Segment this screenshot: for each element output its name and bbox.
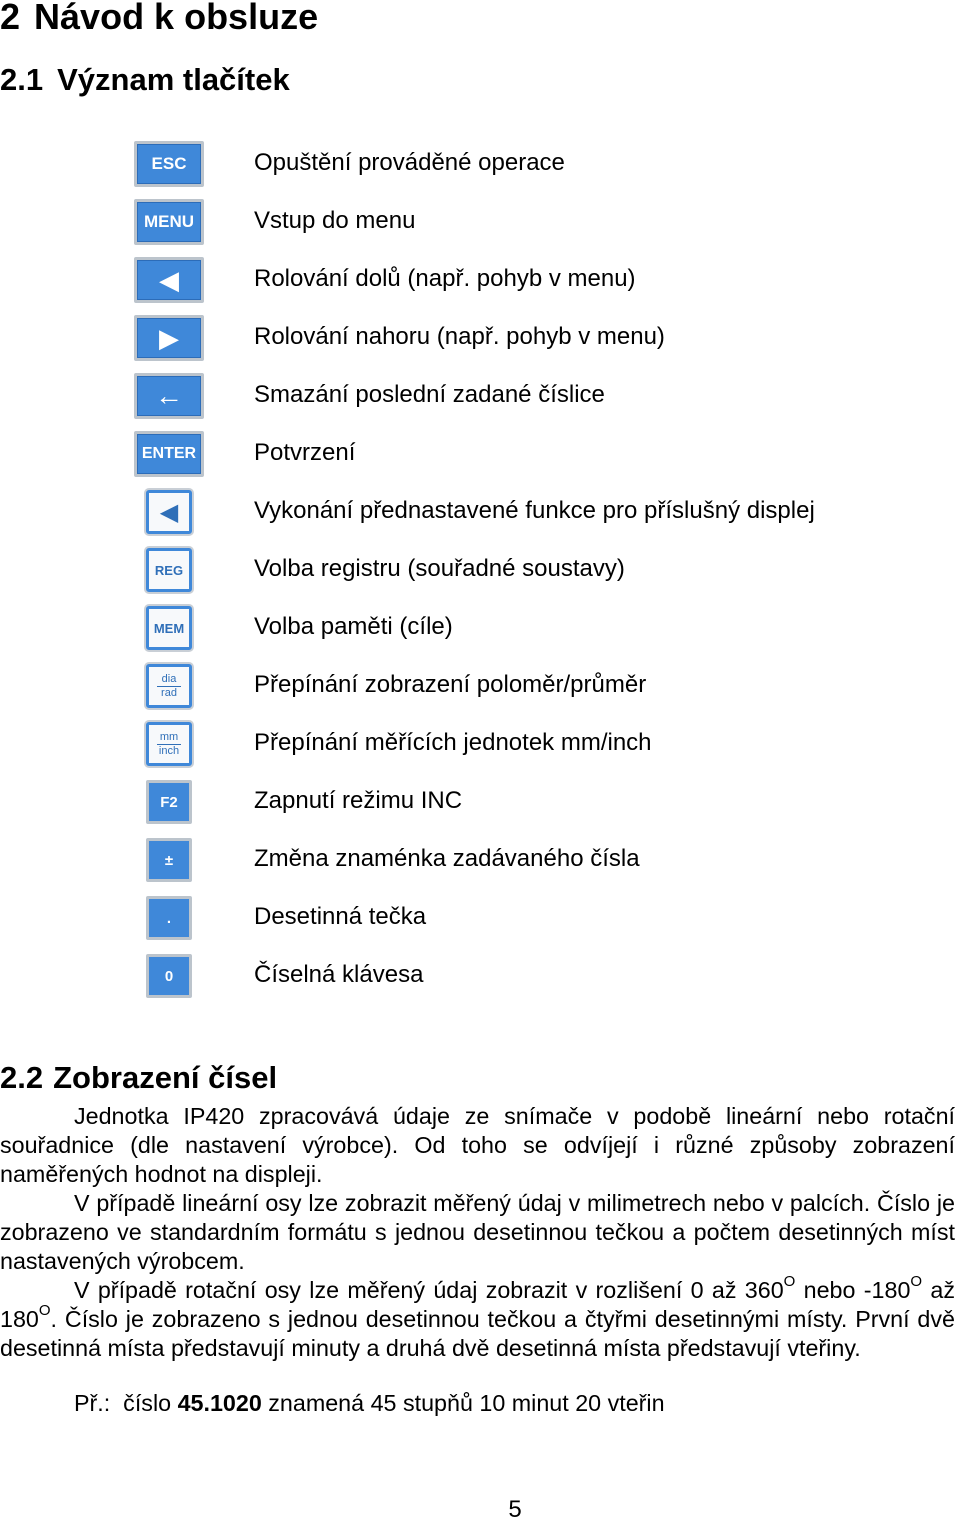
reg-key-icon: REG [146, 548, 192, 592]
key-description: Volba paměti (cíle) [254, 613, 453, 640]
paragraph-linear-axis [0, 1189, 955, 1276]
chapter-title: Návod k obsluze [34, 0, 319, 37]
digit-zero-key-icon: 0 [146, 954, 192, 998]
key-description: Přepínání měřících jednotek mm/inch [254, 729, 652, 756]
section-number: 2.2 [0, 1060, 44, 1095]
chapter-number: 2 [0, 0, 21, 37]
key-description: Vykonání přednastavené funkce pro příslušný displej [254, 497, 815, 524]
mm-inch-key-icon [146, 722, 192, 766]
section-title: Význam tlačítek [57, 62, 290, 97]
enter-key-icon: ENTER [134, 431, 204, 477]
paragraph-example [0, 1389, 955, 1418]
degree-sign: O [38, 1302, 51, 1319]
page-number: 5 [508, 1496, 522, 1523]
key-label-top: dia [161, 672, 177, 685]
key-row-reg [0, 547, 960, 597]
key-row-zero [0, 953, 960, 1003]
example-suffix: znamená 45 stupňů 10 minut 20 vteřin [261, 1390, 665, 1416]
key-description: Vstup do menu [254, 207, 416, 234]
key-label-top: mm [159, 730, 179, 743]
chapter-heading [0, 0, 318, 38]
key-description: Rolování nahoru (např. pohyb v menu) [254, 323, 665, 350]
example-value: 45.1020 [177, 1390, 262, 1416]
key-row-esc [0, 141, 960, 191]
decimal-point-key-icon: . [146, 896, 192, 940]
key-description: Opuštění prováděné operace [254, 149, 565, 176]
key-row-menu [0, 199, 960, 249]
paragraph-rotary-axis [0, 1273, 955, 1363]
key-label-bottom: rad [161, 686, 177, 699]
paragraph-text: V případě lineární osy lze zobrazit měřený údaj v milimetrech nebo v palcích. Číslo je zobrazeno ve standardním formátu s jednou desetinnou tečkou a počtem desetinných míst nastavených výrobcem. [0, 1190, 955, 1274]
key-description: Číselná klávesa [254, 961, 424, 988]
key-row-plusminus [0, 837, 960, 887]
key-description: Změna znaménka zadávaného čísla [254, 845, 640, 872]
key-row-f2 [0, 779, 960, 829]
key-description: Desetinná tečka [254, 903, 427, 930]
key-row-enter [0, 431, 960, 481]
key-row-right [0, 315, 960, 365]
key-row-softkey [0, 489, 960, 539]
softkey-arrow-icon: ◀ [146, 490, 192, 534]
key-row-mm-inch [0, 721, 960, 771]
key-description: Smazání poslední zadané číslice [254, 381, 605, 408]
key-description: Zapnutí režimu INC [254, 787, 463, 814]
paragraph-text: V případě rotační osy lze měřený údaj zobrazit v rozlišení 0 až 360 [74, 1277, 784, 1303]
key-description: Rolování dolů (např. pohyb v menu) [254, 265, 636, 292]
key-row-mem [0, 605, 960, 655]
section-number: 2.1 [0, 62, 44, 97]
key-row-dia-rad [0, 663, 960, 713]
degree-sign: O [783, 1273, 796, 1290]
key-row-decimal [0, 895, 960, 945]
key-description: Potvrzení [254, 439, 356, 466]
left-arrow-key-icon: ◀ [134, 257, 204, 303]
key-row-backspace [0, 373, 960, 423]
paragraph-text: až 180 [0, 1277, 955, 1332]
paragraph-units [0, 1102, 955, 1189]
menu-key-icon: MENU [134, 199, 204, 245]
degree-sign: O [910, 1273, 923, 1290]
paragraph-text: nebo -180 [795, 1277, 911, 1303]
key-description: Volba registru (souřadné soustavy) [254, 555, 625, 582]
key-row-left [0, 257, 960, 307]
section-title: Zobrazení čísel [53, 1060, 278, 1095]
f2-key-icon: F2 [146, 780, 192, 824]
section-heading-numbers [0, 1060, 277, 1096]
right-arrow-key-icon: ▶ [134, 315, 204, 361]
paragraph-text: . Číslo je zobrazeno s jednou desetinnou tečkou a čtyřmi desetinnými místy. První dvě desetinná místa představují minuty a druhá dvě desetinná místa představují vteřiny. [0, 1306, 955, 1361]
dia-rad-key-icon [146, 664, 192, 708]
plus-minus-key-icon: ± [146, 838, 192, 882]
backspace-key-icon: ← [134, 373, 204, 419]
paragraph-text: Jednotka IP420 zpracovává údaje ze snímače v podobě lineární nebo rotační souřadnice (dle nastavení výrobce). Od toho se odvíjejí i různé způsoby zobrazení naměřených hodnot na displeji. [0, 1103, 955, 1187]
mem-key-icon: MEM [146, 606, 192, 650]
key-description: Přepínání zobrazení poloměr/průměr [254, 671, 647, 698]
section-heading-buttons [0, 62, 290, 98]
example-prefix: Př.: číslo [74, 1390, 178, 1416]
key-label-bottom: inch [158, 744, 180, 757]
esc-key-icon: ESC [134, 141, 204, 187]
